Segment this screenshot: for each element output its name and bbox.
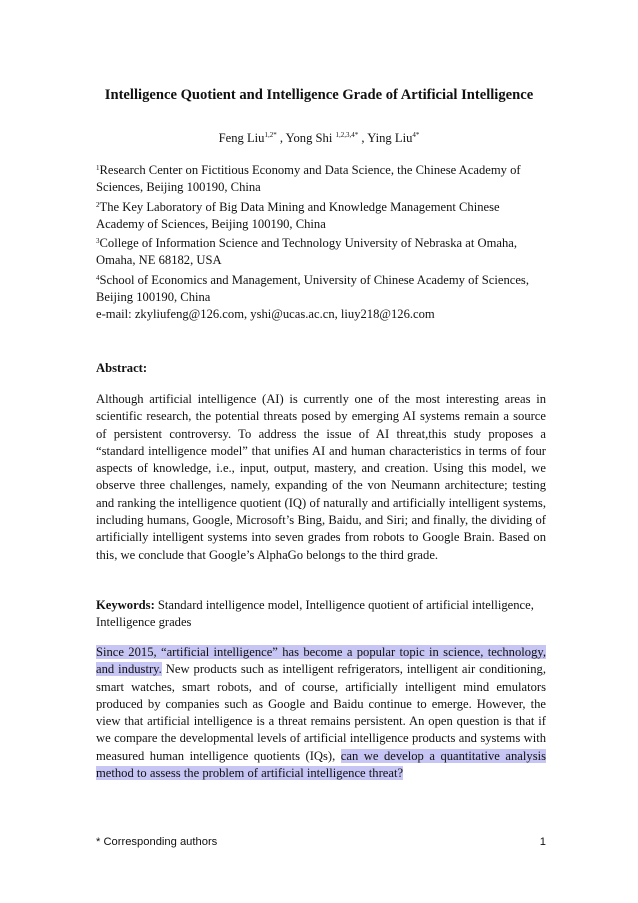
highlighted-text: can we develop a quantitative analysis method to assess the problem of artificial intelligence threat? <box>96 748 546 781</box>
footnote: * Corresponding authors <box>96 836 218 848</box>
affiliation-list <box>96 160 546 324</box>
author-affiliation-marker: 1,2,3,4* <box>335 131 359 139</box>
abstract-text: Although artificial intelligence (AI) is currently one of the most interesting areas in scientific research, the potential threats posed by emerging AI systems remain a source of persistent controversy. To address the issue of AI threat,this study proposes a “standard intelligence model” that unifies AI and human characteristics in terms of four aspects of knowledge, i.e., input, output, mastery, and creation. Using this model, we observe three challenges, namely, expanding of the von Neumann architecture; testing and ranking the intelligence quotient (IQ) of naturally and artificially intelligent systems, including humans, Google, Microsoft’s Bing, Baidu, and Siri; and finally, the dividing of artificially intelligent systems into seven grades from robots to Google Brain. Based on this, we conclude that Google’s AlphaGo belongs to the third grade. <box>96 392 546 562</box>
affiliation-number: 1 <box>96 164 100 172</box>
keywords-section <box>96 597 546 632</box>
affiliation-line <box>96 197 546 216</box>
introduction-text: New products such as intelligent refrigerators, intelligent air conditioning, smart watches, smart robots, and of course, artificially intelligent mind emulators produced by companies such as Google and Baidu continue to emerge. However, the view that artificial intelligence is a threat remains persistent. An open question is that if we compare the developmental levels of artificial intelligence products and systems with measured human intelligence quotients (IQs), <box>96 662 546 763</box>
affiliation-line <box>96 289 546 306</box>
affiliation-line <box>96 233 546 252</box>
abstract-heading: Abstract: <box>96 361 148 375</box>
introduction-paragraph <box>96 644 546 782</box>
page-number: 1 <box>539 836 546 848</box>
affiliation-text: School of Economics and Management, University of Chinese Academy of Sciences, <box>99 272 529 287</box>
affiliation-line <box>96 252 546 269</box>
affiliation-number: 2 <box>96 200 100 209</box>
affiliation-text: Academy of Sciences, Beijing 100190, China <box>96 216 326 231</box>
author-name: Feng Liu <box>218 131 265 145</box>
affiliation-text: Beijing 100190, China <box>96 290 211 305</box>
affiliation-text: College of Information Science and Technology University of Nebraska at Omaha, <box>99 236 517 251</box>
author-affiliation-marker: 4* <box>412 131 420 139</box>
contact-email: e-mail: zkyliufeng@126.com, yshi@ucas.ac.cn, liuy218@126.com <box>96 307 435 322</box>
affiliation-text: Omaha, NE 68182, USA <box>96 253 222 268</box>
affiliation-text: Sciences, Beijing 100190, China <box>96 180 261 195</box>
affiliation-text: Research Center on Fictitious Economy and Data Science, the Chinese Academy of <box>99 163 521 177</box>
affiliation-line <box>96 270 546 289</box>
affiliation-line <box>96 160 546 179</box>
author-name: Ying Liu <box>367 131 413 145</box>
keywords-label: Keywords: <box>96 598 155 612</box>
affiliation-line <box>96 216 546 233</box>
author-separator: , <box>276 131 286 145</box>
affiliation-number: 3 <box>96 237 100 246</box>
highlighted-text: Since 2015, “artificial intelligence” has become a popular topic in science, technology, and industry. <box>96 645 546 677</box>
affiliation-line <box>96 179 546 196</box>
author-separator: , <box>358 131 368 145</box>
author-list <box>60 127 578 146</box>
affiliation-text: The Key Laboratory of Big Data Mining and Knowledge Management Chinese <box>99 199 500 214</box>
author-name: Yong Shi <box>285 131 336 145</box>
affiliation-number: 4 <box>96 273 100 282</box>
author-affiliation-marker: 1,2* <box>264 131 277 139</box>
keywords-text: Standard intelligence model, Intelligence quotient of artificial intelligence, Intelligence grades <box>96 598 534 630</box>
paper-title: Intelligence Quotient and Intelligence Grade of Artificial Intelligence <box>104 87 534 103</box>
